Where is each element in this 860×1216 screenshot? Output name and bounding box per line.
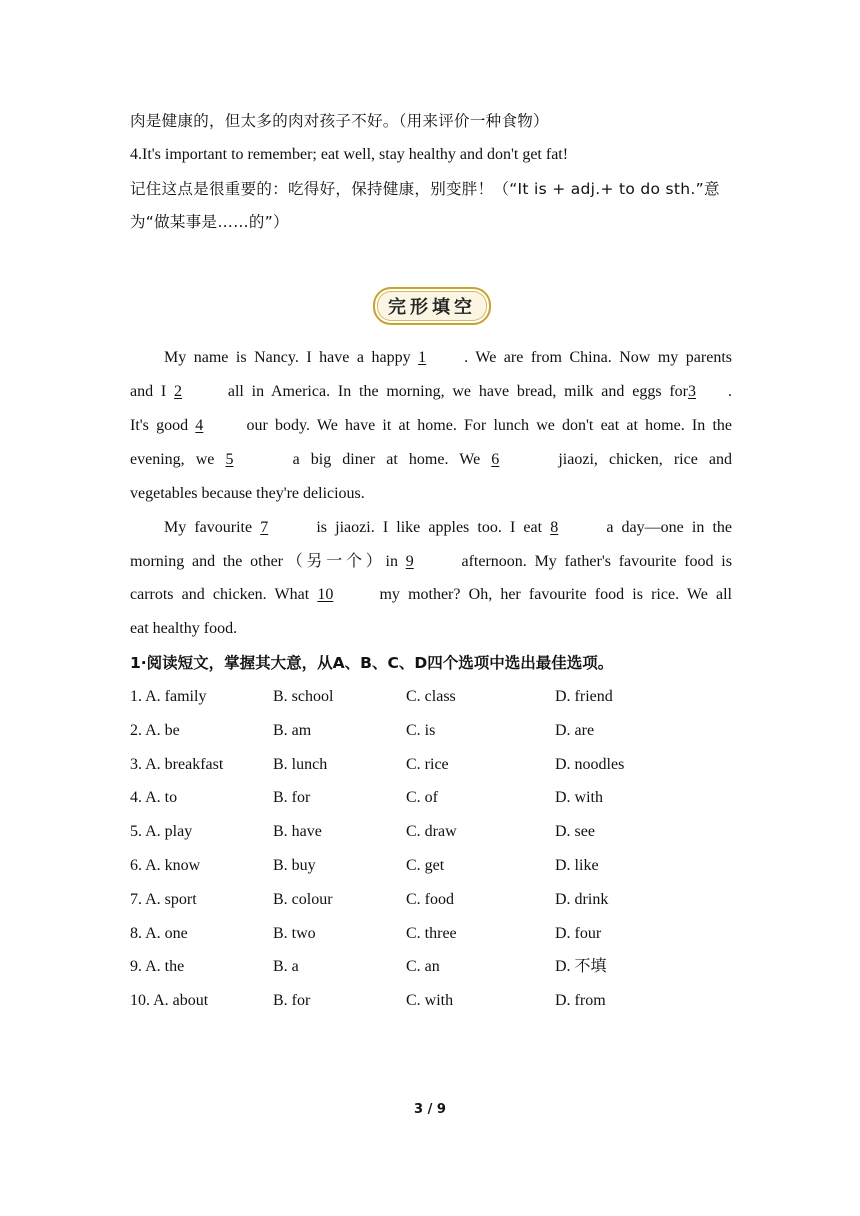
blank-6: 6 [491, 451, 500, 468]
passage-line: and I 2 all in America. In the morning, we have bread, milk and eggs for3 . [130, 383, 732, 400]
page-number: 3 / 9 [414, 1102, 446, 1117]
option-choice: 3. A. breakfast [130, 755, 224, 773]
option-choice: 5. A. play [130, 823, 193, 841]
option-choice: B. school [273, 688, 334, 705]
option-choice: D. friend [555, 688, 613, 705]
option-choice: C. get [406, 857, 445, 874]
option-choice: 1. A. family [130, 688, 207, 705]
option-row [130, 856, 732, 876]
option-choice: C. an [406, 958, 440, 976]
option-choice: C. of [406, 789, 438, 807]
blank-3: 3 [688, 383, 696, 400]
passage-line: evening, we 5 a big diner at home. We 6 jiaozi, chicken, rice and [130, 451, 732, 468]
option-choice: B. colour [273, 890, 333, 908]
option-choice: B. for [273, 992, 311, 1010]
option-choice: D. four [555, 924, 602, 942]
option-choice: 6. A. know [130, 857, 201, 874]
blank-4: 4 [195, 417, 204, 434]
question-instruction: 1·阅读短文，掌握其大意，从A、B、C、D四个选项中选出最佳选项。 [130, 654, 614, 672]
section-title-badge: 完形填空 [373, 287, 491, 325]
passage-line: My favourite 7 is jiaozi. I like apples too. I eat 8 a day—one in the [164, 519, 733, 536]
blank-8: 8 [550, 519, 559, 536]
option-choice: D. from [555, 992, 606, 1010]
option-choice: D. drink [555, 890, 609, 908]
option-choice: D. are [555, 721, 595, 739]
option-choice: B. lunch [273, 755, 328, 773]
blank-9: 9 [405, 553, 414, 570]
option-choice: C. three [406, 924, 457, 942]
example-sentence-4: 4.It's important to remember; eat well, stay healthy and don't get fat! [130, 146, 569, 163]
option-row [130, 755, 732, 775]
option-choice: 4. A. to [130, 789, 178, 807]
option-row [130, 957, 732, 977]
blank-10: 10 [317, 586, 334, 603]
passage-line: morning and the other（另一个）in 9 afternoon. My father's favourite food is [130, 553, 732, 570]
passage-line: eat healthy food. [130, 620, 238, 637]
option-choice: D. 不填 [555, 958, 607, 976]
option-row [130, 788, 732, 808]
passage-line: carrots and chicken. What 10 my mother? Oh, her favourite food is rice. We all [130, 586, 732, 603]
passage-line: vegetables because they're delicious. [130, 485, 365, 502]
blank-1: 1 [418, 349, 427, 366]
option-choice: C. with [406, 992, 454, 1010]
option-choice: 8. A. one [130, 924, 188, 942]
option-choice: D. with [555, 789, 603, 807]
option-choice: B. a [273, 958, 299, 976]
option-choice: B. have [273, 823, 322, 841]
option-choice: D. like [555, 857, 599, 874]
blank-2: 2 [174, 383, 183, 400]
option-choice: C. rice [406, 755, 449, 773]
example-translation-4-line1: 记住这点是很重要的：吃得好，保持健康，别变胖！（“It is + adj.+ to do sth.”意 [130, 180, 720, 198]
passage-line: It's good 4 our body. We have it at home. For lunch we don't eat at home. In the [130, 417, 733, 434]
option-row [130, 924, 732, 944]
option-choice: 7. A. sport [130, 890, 197, 908]
example-translation-4-line2: 为“做某事是……的”） [130, 213, 289, 231]
option-choice: B. am [273, 721, 312, 739]
option-choice: B. two [273, 924, 316, 942]
option-choice: C. class [406, 688, 456, 705]
option-choice: 10. A. about [130, 992, 209, 1010]
option-choice: B. for [273, 789, 311, 807]
option-row [130, 991, 732, 1011]
option-choice: 2. A. be [130, 721, 180, 739]
option-choice: C. food [406, 890, 454, 908]
option-choice: D. see [555, 823, 595, 841]
option-choice: 9. A. the [130, 958, 185, 976]
blank-7: 7 [260, 519, 269, 536]
option-choice: C. draw [406, 823, 457, 841]
option-choice: B. buy [273, 857, 316, 874]
passage-line: My name is Nancy. I have a happy 1 . We are from China. Now my parents [164, 349, 732, 366]
option-row [130, 687, 732, 707]
blank-5: 5 [225, 451, 234, 468]
option-choice: C. is [406, 721, 436, 739]
option-row [130, 890, 732, 910]
option-row [130, 822, 732, 842]
previous-item-translation: 肉是健康的，但太多的肉对孩子不好。（用来评价一种食物） [130, 112, 549, 130]
option-choice: D. noodles [555, 755, 625, 773]
option-row [130, 721, 732, 741]
